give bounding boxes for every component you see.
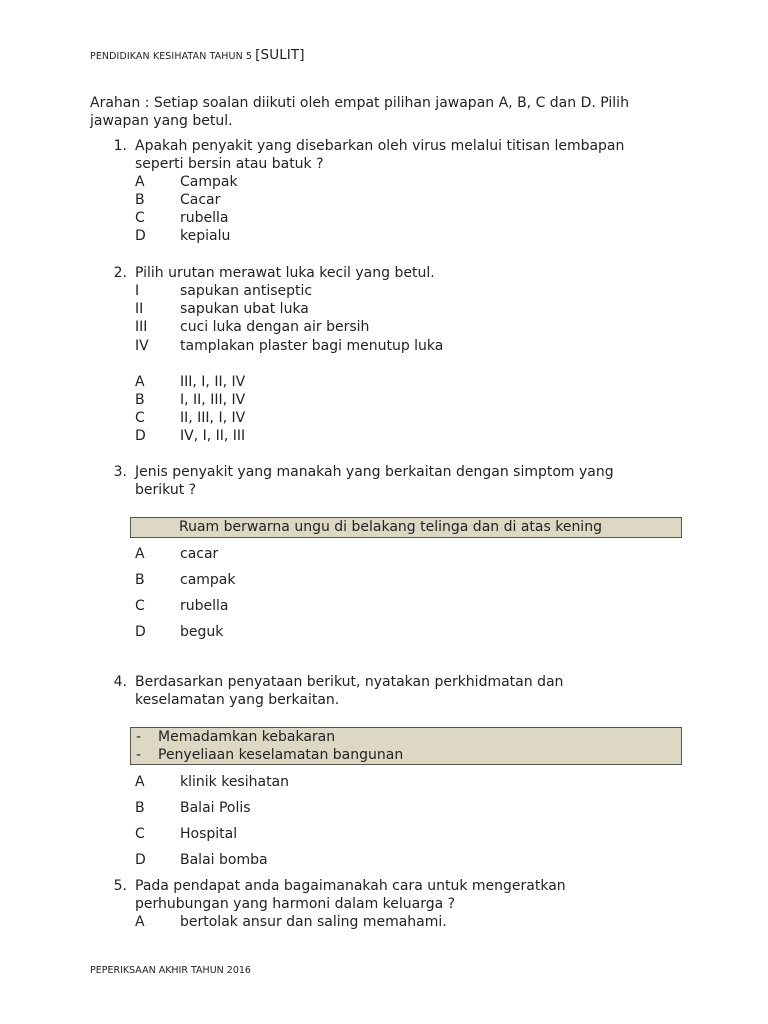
option-key: A — [135, 374, 145, 390]
q4-statement-2 — [136, 746, 681, 764]
step-key: II — [135, 301, 144, 317]
option-text: bertolak ansur dan saling memahami. — [180, 914, 447, 930]
option-text: Balai Polis — [180, 800, 251, 816]
step-text: sapukan ubat luka — [180, 301, 309, 317]
q1-number: 1. — [113, 138, 127, 154]
step-text: tamplakan plaster bagi menutup luka — [180, 338, 444, 354]
option-key: B — [135, 800, 145, 816]
q4-number: 4. — [113, 674, 127, 690]
option-key: C — [135, 410, 145, 426]
header-title: PENDIDIKAN KESIHATAN TAHUN 5 — [90, 51, 256, 62]
q3-line-2: berikut ? — [135, 482, 197, 498]
option-key: C — [135, 598, 145, 614]
q4-line-1: Berdasarkan penyataan berikut, nyatakan perkhidmatan dan — [135, 674, 564, 690]
option-key: A — [135, 774, 145, 790]
option-key: D — [135, 852, 146, 868]
page-header — [90, 47, 305, 63]
step-key: IV — [135, 338, 149, 354]
option-text: kepialu — [180, 228, 231, 244]
q4-line-2: keselamatan yang berkaitan. — [135, 692, 340, 708]
q1-line-2: seperti bersin atau batuk ? — [135, 156, 324, 172]
option-text: Hospital — [180, 826, 238, 842]
option-text: I, II, III, IV — [180, 392, 246, 408]
q1-line-1: Apakah penyakit yang disebarkan oleh virus melalui titisan lembapan — [135, 138, 625, 154]
q3-symptom-text: Ruam berwarna ungu di belakang telinga dan di atas kening — [179, 519, 602, 535]
option-text: IV, I, II, III — [180, 428, 246, 444]
option-text: klinik kesihatan — [180, 774, 290, 790]
option-text: rubella — [180, 598, 229, 614]
q4-statement-box — [130, 727, 682, 765]
page-footer: PEPERIKSAAN AKHIR TAHUN 2016 — [90, 965, 251, 976]
dash: - — [136, 747, 142, 763]
option-text: III, I, II, IV — [180, 374, 246, 390]
statement-text: Penyeliaan keselamatan bangunan — [158, 747, 404, 763]
option-text: beguk — [180, 624, 224, 640]
step-text: cuci luka dengan air bersih — [180, 319, 370, 335]
option-key: D — [135, 428, 146, 444]
step-key: III — [135, 319, 148, 335]
option-text: Cacar — [180, 192, 221, 208]
option-text: campak — [180, 572, 236, 588]
q5-line-1: Pada pendapat anda bagaimanakah cara untuk mengeratkan — [135, 878, 566, 894]
q2-number: 2. — [113, 265, 127, 281]
instructions-line-2: jawapan yang betul. — [90, 113, 233, 129]
instructions — [90, 94, 629, 130]
option-text: cacar — [180, 546, 219, 562]
option-text: Balai bomba — [180, 852, 268, 868]
q3-number: 3. — [113, 464, 127, 480]
q5-text — [135, 877, 566, 913]
option-key: D — [135, 624, 146, 640]
option-key: B — [135, 192, 145, 208]
dash: - — [136, 729, 142, 745]
option-text: rubella — [180, 210, 229, 226]
option-key: C — [135, 826, 145, 842]
step-text: sapukan antiseptic — [180, 283, 313, 299]
header-classification: [SULIT] — [255, 47, 305, 63]
q5-number: 5. — [113, 878, 127, 894]
option-key: A — [135, 174, 145, 190]
option-key: D — [135, 228, 146, 244]
statement-text: Memadamkan kebakaran — [158, 729, 336, 745]
option-key: B — [135, 572, 145, 588]
option-key: C — [135, 210, 145, 226]
q3-symptom-box — [130, 517, 682, 538]
q5-line-2: perhubungan yang harmoni dalam keluarga ? — [135, 896, 456, 912]
q1-text — [135, 137, 624, 173]
q4-statement-1 — [136, 728, 681, 746]
q3-line-1: Jenis penyakit yang manakah yang berkaitan dengan simptom yang — [135, 464, 614, 480]
q3-text — [135, 463, 614, 499]
option-key: B — [135, 392, 145, 408]
step-key: I — [135, 283, 140, 299]
q4-text — [135, 673, 563, 709]
option-text: II, III, I, IV — [180, 410, 246, 426]
option-key: A — [135, 546, 145, 562]
option-key: A — [135, 914, 145, 930]
option-text: Campak — [180, 174, 238, 190]
instructions-line-1: Arahan : Setiap soalan diikuti oleh empat pilihan jawapan A, B, C dan D. Pilih — [90, 95, 629, 111]
q2-text: Pilih urutan merawat luka kecil yang betul. — [135, 265, 435, 281]
